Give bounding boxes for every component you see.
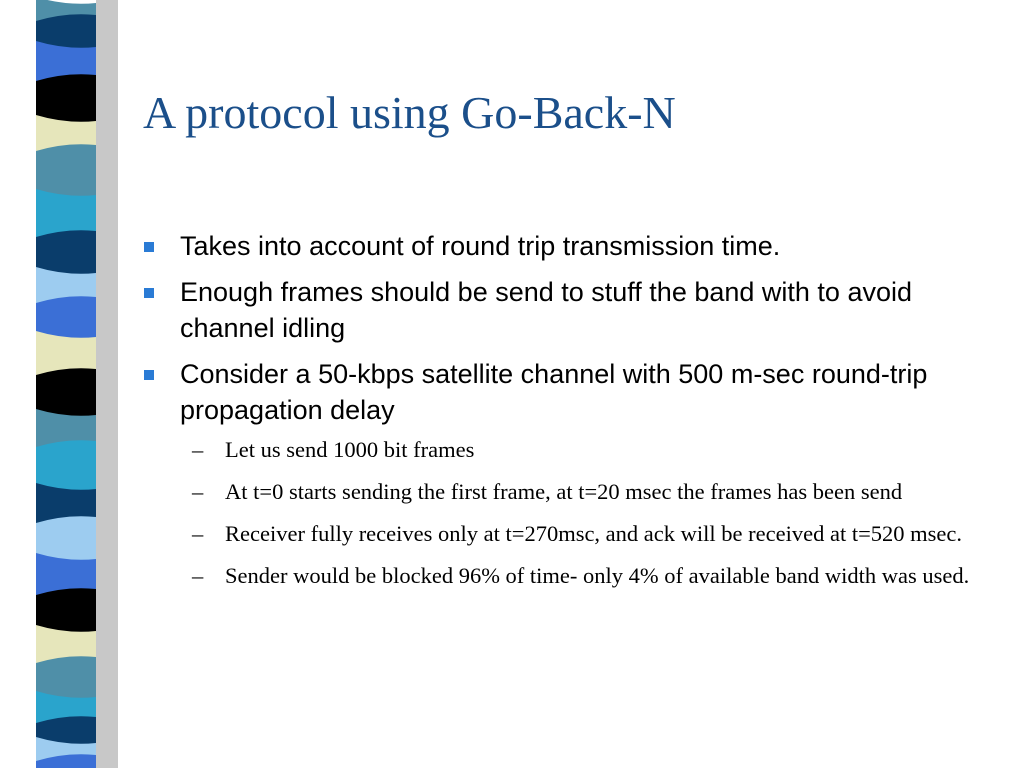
sub-bullet-item: [144, 560, 1004, 592]
sub-bullet-text: Receiver fully receives only at t=270msc, and ack will be received at t=520 msec.: [225, 521, 962, 546]
decorative-stripe: [36, 0, 96, 768]
stripe-segment: [36, 516, 96, 560]
square-bullet-icon: [144, 242, 154, 252]
bullet-text: Enough frames should be send to stuff the band with to avoid channel idling: [180, 277, 912, 343]
stripe-segment: [36, 296, 96, 338]
stripe-segment: [36, 440, 96, 490]
stripe-segment: [36, 588, 96, 632]
stripe-segment: [36, 368, 96, 416]
square-bullet-icon: [144, 288, 154, 298]
stripe-segment: [36, 144, 96, 196]
sub-bullet-list: [144, 434, 1004, 592]
dash-marker: –: [192, 563, 204, 588]
dash-marker: –: [192, 479, 204, 504]
stripe-segment: [36, 656, 96, 698]
sub-bullet-text: Sender would be blocked 96% of time- only 4% of available band width was used.: [225, 563, 970, 588]
stripe-segment: [36, 230, 96, 274]
bullet-item: [144, 228, 1004, 264]
sub-bullet-item: [144, 434, 1004, 466]
sub-bullet-item: [144, 476, 1004, 508]
stripe-shadow: [96, 0, 118, 768]
stripe-segment: [36, 74, 96, 122]
stripe-segment: [36, 14, 96, 48]
dash-marker: –: [192, 521, 204, 546]
sub-bullet-item: [144, 518, 1004, 550]
slide-title: A protocol using Go-Back-N: [143, 87, 676, 138]
dash-marker: –: [192, 437, 204, 462]
bullet-item: [144, 274, 1004, 346]
stripe-graphic: [36, 0, 96, 768]
sub-bullet-text: Let us send 1000 bit frames: [225, 437, 475, 462]
bullet-text: Consider a 50-kbps satellite channel with 500 m-sec round-trip propagation delay: [180, 359, 928, 425]
square-bullet-icon: [144, 370, 154, 380]
slide-body: [144, 228, 1004, 602]
bullet-item: [144, 356, 1004, 428]
sub-bullet-text: At t=0 starts sending the first frame, at t=20 msec the frames has been send: [225, 479, 903, 504]
bullet-text: Takes into account of round trip transmission time.: [180, 231, 781, 261]
